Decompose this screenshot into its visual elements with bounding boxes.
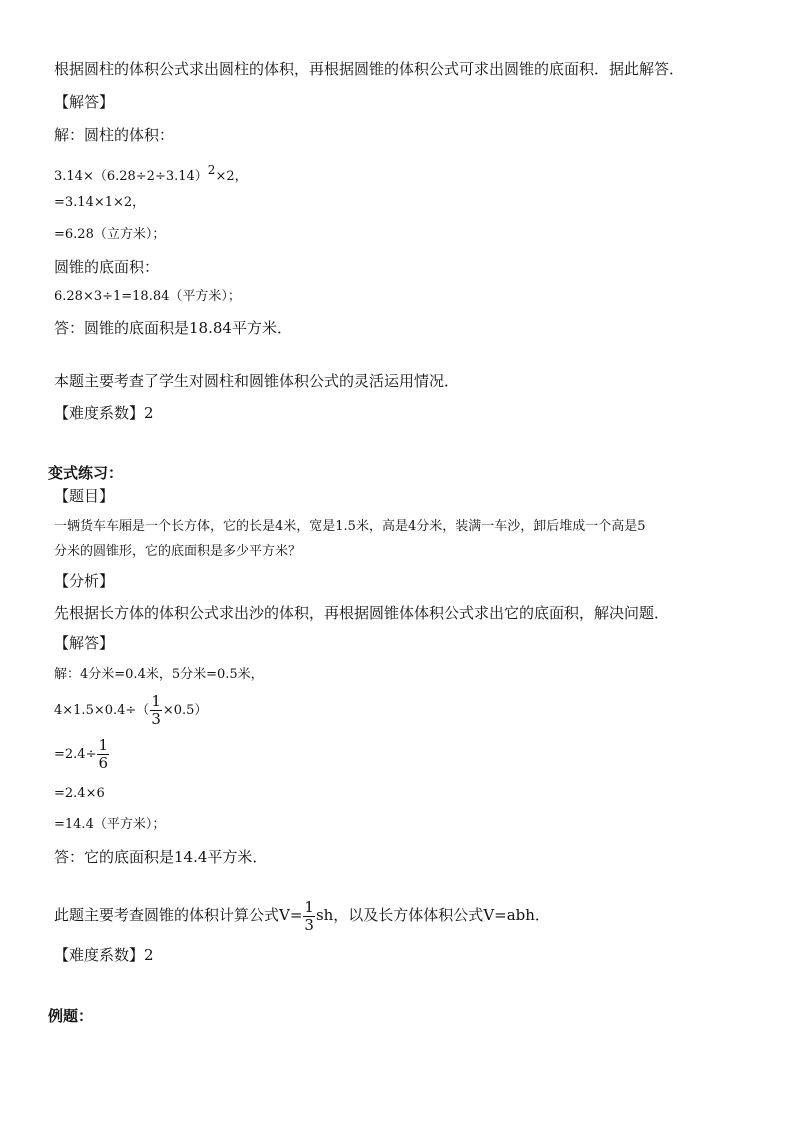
fraction-one-third xyxy=(150,694,162,727)
calc-line-1-left: 3.14×（6.28÷2÷3.14） xyxy=(54,169,208,184)
step-4: =2.4×6 xyxy=(54,786,105,801)
step-2-left: 4×1.5×0.4÷（ xyxy=(54,703,150,718)
question-header: 【题目】 xyxy=(54,487,115,505)
review-2-left: 此题主要考查圆锥的体积计算公式V= xyxy=(54,906,303,924)
calc-line-1 xyxy=(54,161,248,186)
review-1: 本题主要考查了学生对圆柱和圆锥体积公式的灵活运用情况． xyxy=(54,372,460,390)
variant-analysis-text: 先根据长方体的体积公式求出沙的体积，再根据圆锥体体积公式求出它的底面积，解决问题． xyxy=(54,604,670,622)
step-1: 解：4分米=0.4米，5分米=0.5米， xyxy=(54,667,264,682)
example-title: 例题： xyxy=(48,1007,94,1025)
step-3 xyxy=(54,737,110,773)
step-2-right: ×0.5） xyxy=(162,703,208,718)
variant-section-title: 变式练习： xyxy=(48,464,124,482)
calc-line-3: =6.28（立方米）； xyxy=(54,227,166,242)
fraction-one-sixth xyxy=(97,738,109,771)
variant-solution-header: 【解答】 xyxy=(54,634,115,652)
answer-1: 答：圆锥的底面积是18.84平方米． xyxy=(54,319,292,337)
fraction-denominator: 3 xyxy=(151,710,161,728)
fraction-one-third-formula xyxy=(303,897,315,934)
analysis-header: 【分析】 xyxy=(54,572,115,590)
fraction-denominator: 3 xyxy=(304,915,314,934)
fraction-numerator: 1 xyxy=(98,736,109,754)
answer-2: 答：它的底面积是14.4平方米． xyxy=(54,848,268,866)
step-5: =14.4（平方米）； xyxy=(54,817,166,832)
calc-line-1-exponent: 2 xyxy=(207,163,216,177)
calc-line-1-right: ×2， xyxy=(215,169,248,184)
question-line-2: 分米的圆锥形，它的底面积是多少平方米？ xyxy=(54,544,302,559)
solution-intro: 解：圆柱的体积： xyxy=(54,126,175,144)
calc-line-2: =3.14×1×2， xyxy=(54,195,146,210)
step-2 xyxy=(54,693,207,729)
fraction-numerator: 1 xyxy=(151,692,161,710)
review-2 xyxy=(54,897,550,933)
calc-line-4: 6.28×3÷1=18.84（平方米）； xyxy=(54,289,241,304)
solution-header: 【解答】 xyxy=(54,93,115,111)
step-3-left: =2.4÷ xyxy=(54,747,97,762)
analysis-text: 根据圆柱的体积公式求出圆柱的体积，再根据圆锥的体积公式可求出圆锥的底面积．据此解答． xyxy=(54,60,685,78)
question-line-1: 一辆货车车厢是一个长方体，它的长是4米，宽是1.5米，高是4分米，装满一车沙，卸后堆成一个高是5 xyxy=(54,519,646,534)
difficulty-2: 【难度系数】2 xyxy=(54,946,154,964)
fraction-numerator: 1 xyxy=(304,897,314,916)
difficulty-1: 【难度系数】2 xyxy=(54,404,154,422)
review-2-right: sh，以及长方体体积公式V=abh． xyxy=(315,906,550,924)
cone-base-label: 圆锥的底面积： xyxy=(54,258,160,276)
fraction-denominator: 6 xyxy=(98,754,109,772)
